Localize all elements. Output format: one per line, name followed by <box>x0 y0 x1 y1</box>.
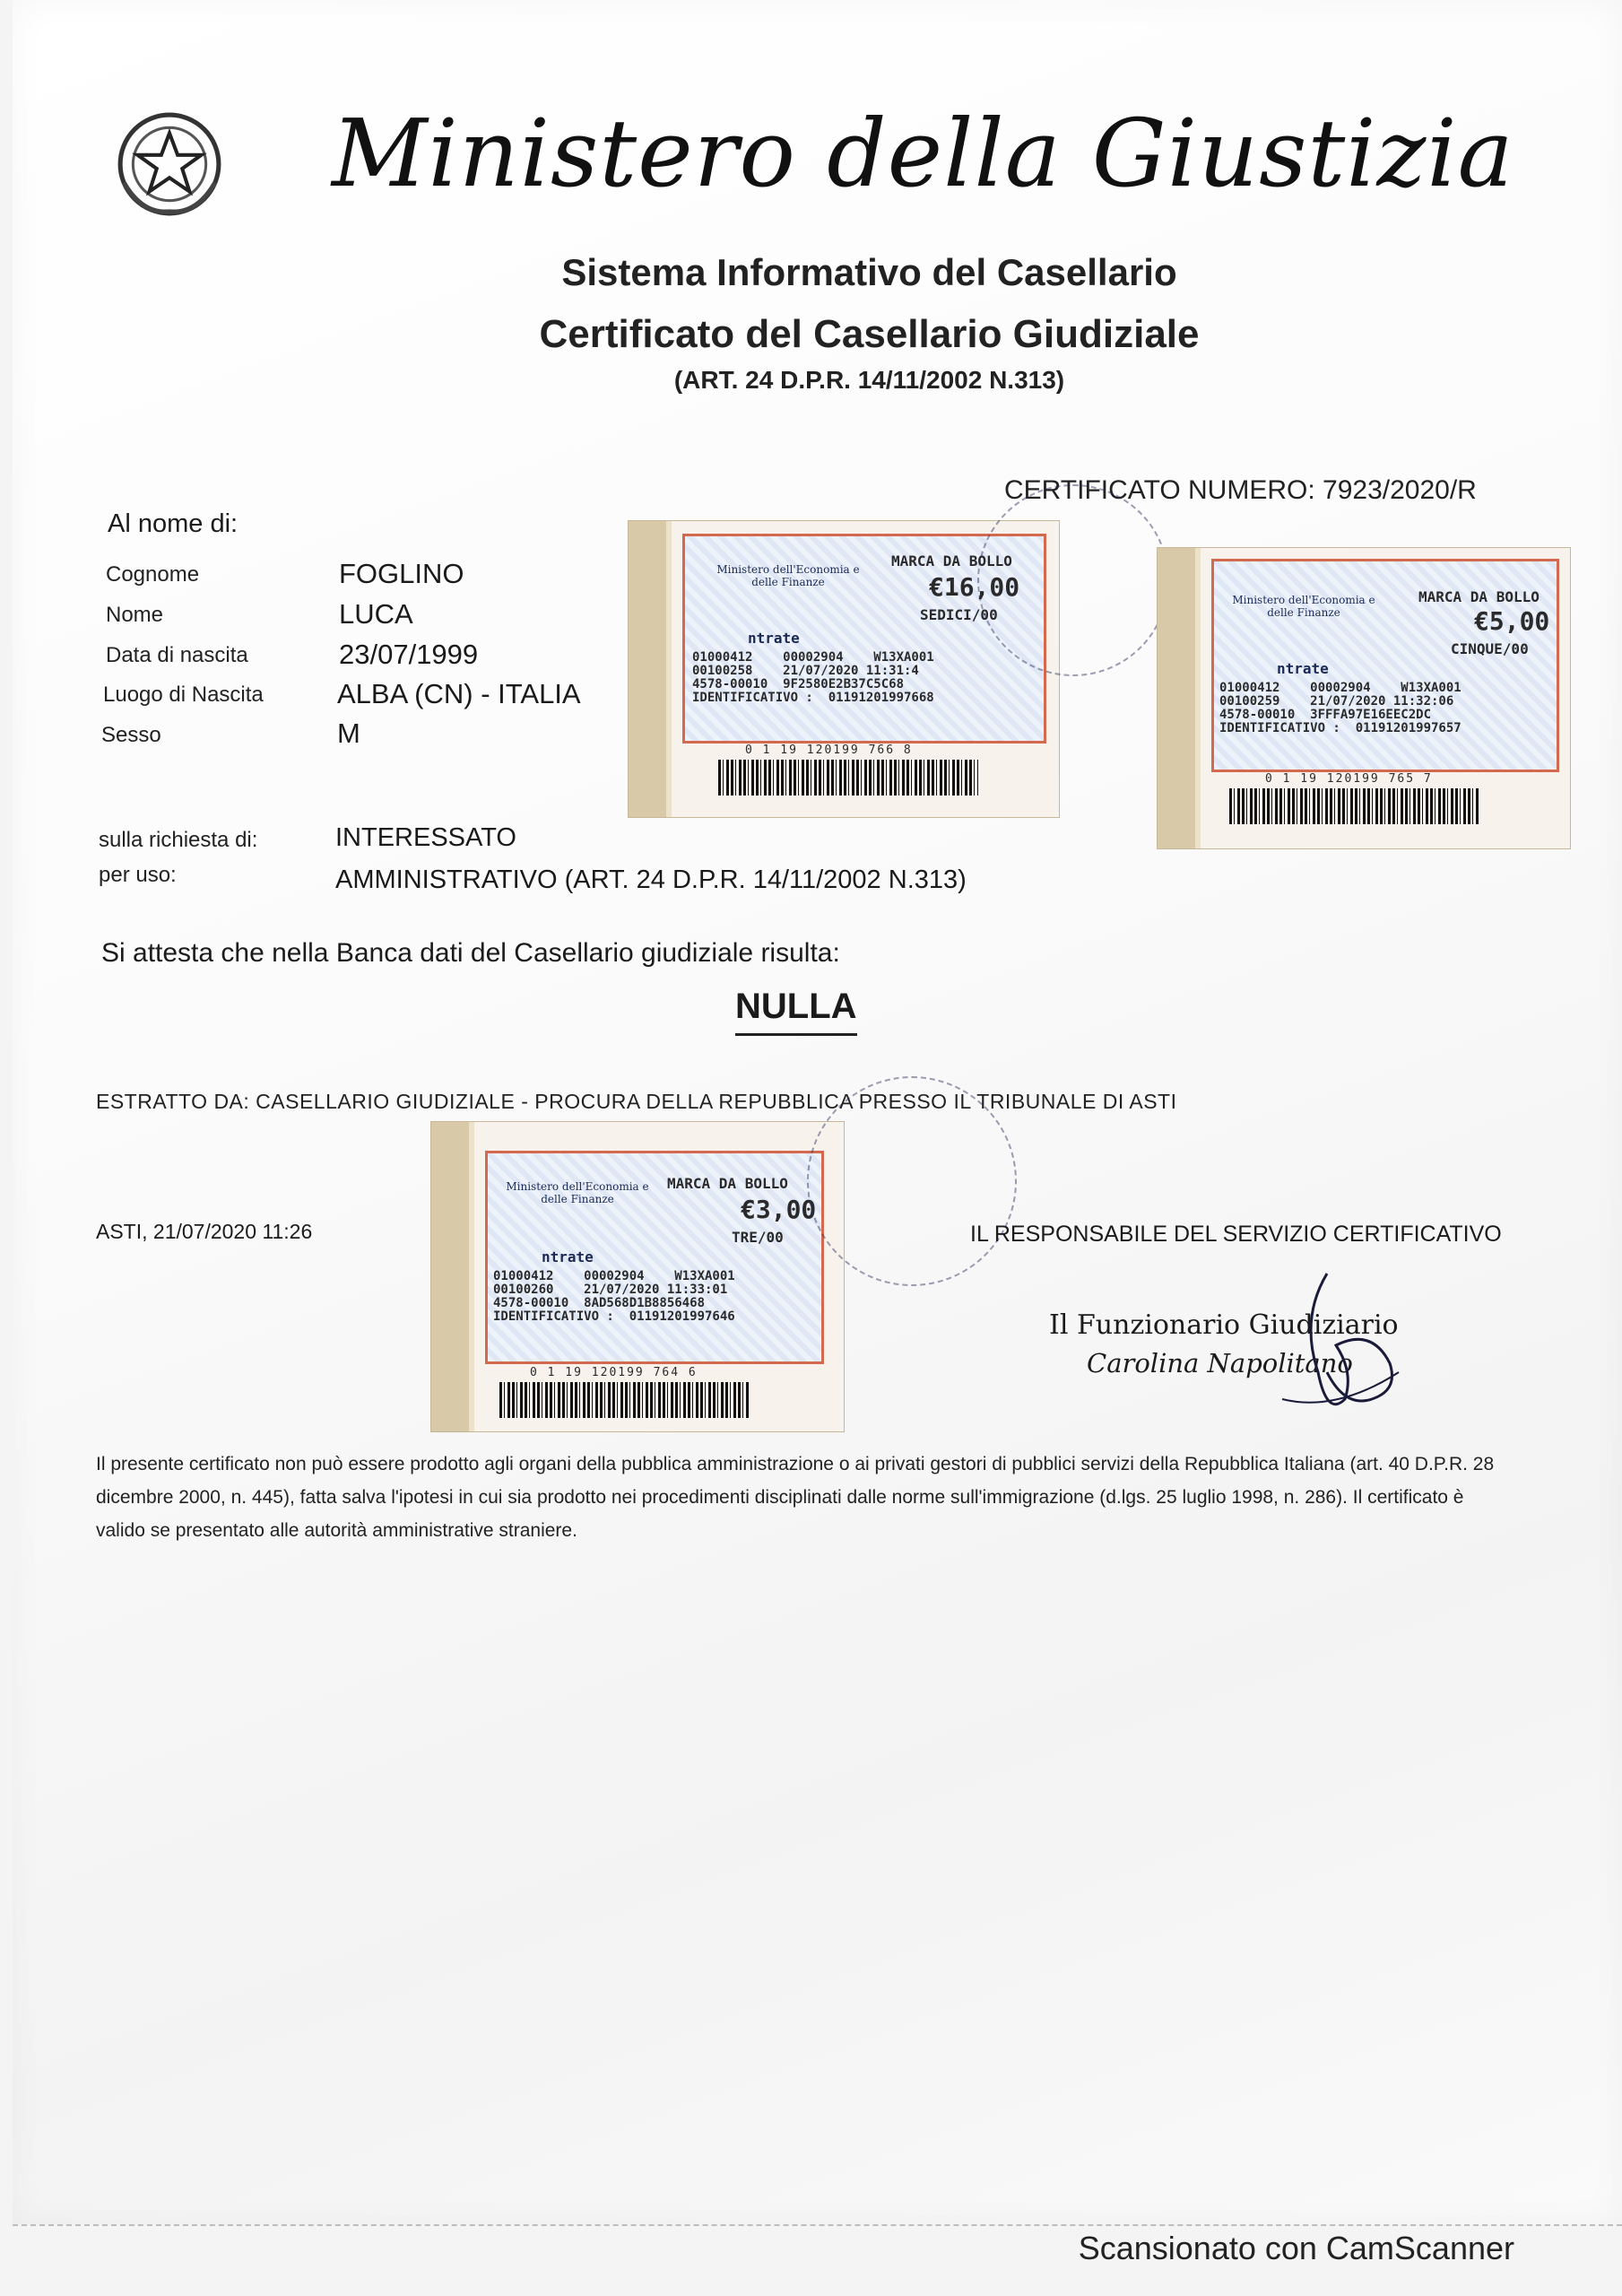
birthdate-label: Data di nascita <box>106 643 248 667</box>
legal-reference: (ART. 24 D.P.R. 14/11/2002 N.313) <box>673 366 1065 394</box>
barcode-3 <box>499 1382 750 1418</box>
sex-label: Sesso <box>101 723 161 747</box>
signatory-name: Carolina Napolitano <box>1087 1348 1353 1378</box>
extract-source: ESTRATTO DA: CASELLARIO GIUDIZIALE - PROCURA DELLA REPUBBLICA PRESSO IL TRIBUNALE DI ASTI <box>96 1090 1177 1113</box>
republic-emblem-icon <box>115 109 224 219</box>
birthdate-value: 23/07/1999 <box>339 639 479 670</box>
revenue-stamp-1: Ministero dell'Economia e delle Finanze MARCA DA BOLLO €16,00 SEDICI/00 ntrate 01000412 00002904 W13XA001 00100258 21/07/2020 11:31:4 4578-00010 9F2580E2B37C5C68 IDENTIFICATIVO : 01191201997668 0 1 19 120199 766 8 <box>628 520 1060 818</box>
result-underline <box>735 1033 857 1036</box>
signatory-role: IL RESPONSABILE DEL SERVIZIO CERTIFICATIVO <box>970 1222 1502 1247</box>
certificate-title: Certificato del Casellario Giudiziale <box>539 312 1200 356</box>
signatory-title: Il Funzionario Giudiziario <box>1049 1309 1399 1341</box>
postmark-1 <box>977 484 1169 676</box>
sex-value: M <box>337 718 360 749</box>
ministry-title: Ministero della Giustizia <box>332 99 1514 208</box>
footer-legal-note: Il presente certificato non può essere prodotto agli organi della pubblica amministrazione o ai privati gestori di pubblici servizi della Repubblica Italiana (art. 40 D.P.R. 28 dicembre 2000, n. 445), fatta salva l'ipotesi in cui sia prodotto nei procedimenti disciplinati dalle norme sull'immigrazione (d.lgs. 25 luglio 1998, n. 286). Il certificato è valido se presentato alle autorità amministrative straniere. <box>96 1454 1495 1541</box>
barcode-2 <box>1229 788 1480 824</box>
revenue-stamp-3: Ministero dell'Economia e delle Finanze MARCA DA BOLLO €3,00 TRE/00 ntrate 01000412 00002904 W13XA001 00100260 21/07/2020 11:33:01 4578-00010 8AD568D1B8856468 IDENTIFICATIVO : 01191201997646 0 1 19 120199 764 6 <box>430 1121 845 1432</box>
use-value: AMMINISTRATIVO (ART. 24 D.P.R. 14/11/2002 N.313) <box>335 865 967 894</box>
certificate-number: CERTIFICATO NUMERO: 7923/2020/R <box>1004 475 1477 505</box>
result-value: NULLA <box>735 987 857 1026</box>
birthplace-value: ALBA (CN) - ITALIA <box>337 678 581 709</box>
request-label: sulla richiesta di: <box>99 828 258 852</box>
surname-label: Cognome <box>106 562 200 587</box>
paper-edge <box>13 2224 1622 2229</box>
use-label: per uso: <box>99 863 177 887</box>
name-label: Nome <box>106 603 164 627</box>
person-heading: Al nome di: <box>108 509 239 538</box>
surname-value: FOGLINO <box>339 558 464 589</box>
request-value: INTERESSATO <box>335 823 516 852</box>
system-title: Sistema Informativo del Casellario <box>561 251 1177 293</box>
place-date: ASTI, 21/07/2020 11:26 <box>96 1220 313 1243</box>
postmark-2 <box>807 1076 1017 1286</box>
barcode-1 <box>718 760 978 796</box>
revenue-stamp-2: Ministero dell'Economia e delle Finanze MARCA DA BOLLO €5,00 CINQUE/00 ntrate 01000412 00002904 W13XA001 00100259 21/07/2020 11:32:06 4578-00010 3FFFA97E16EEC2DC IDENTIFICATIVO : 01191201997657 0 1 19 120199 765 7 <box>1157 547 1571 849</box>
birthplace-label: Luogo di Nascita <box>103 683 264 707</box>
scanner-watermark: Scansionato con CamScanner <box>1078 2230 1514 2266</box>
name-value: LUCA <box>339 598 413 630</box>
handwritten-signature <box>1264 1265 1408 1426</box>
attestation-statement: Si attesta che nella Banca dati del Casellario giudiziale risulta: <box>101 938 840 968</box>
